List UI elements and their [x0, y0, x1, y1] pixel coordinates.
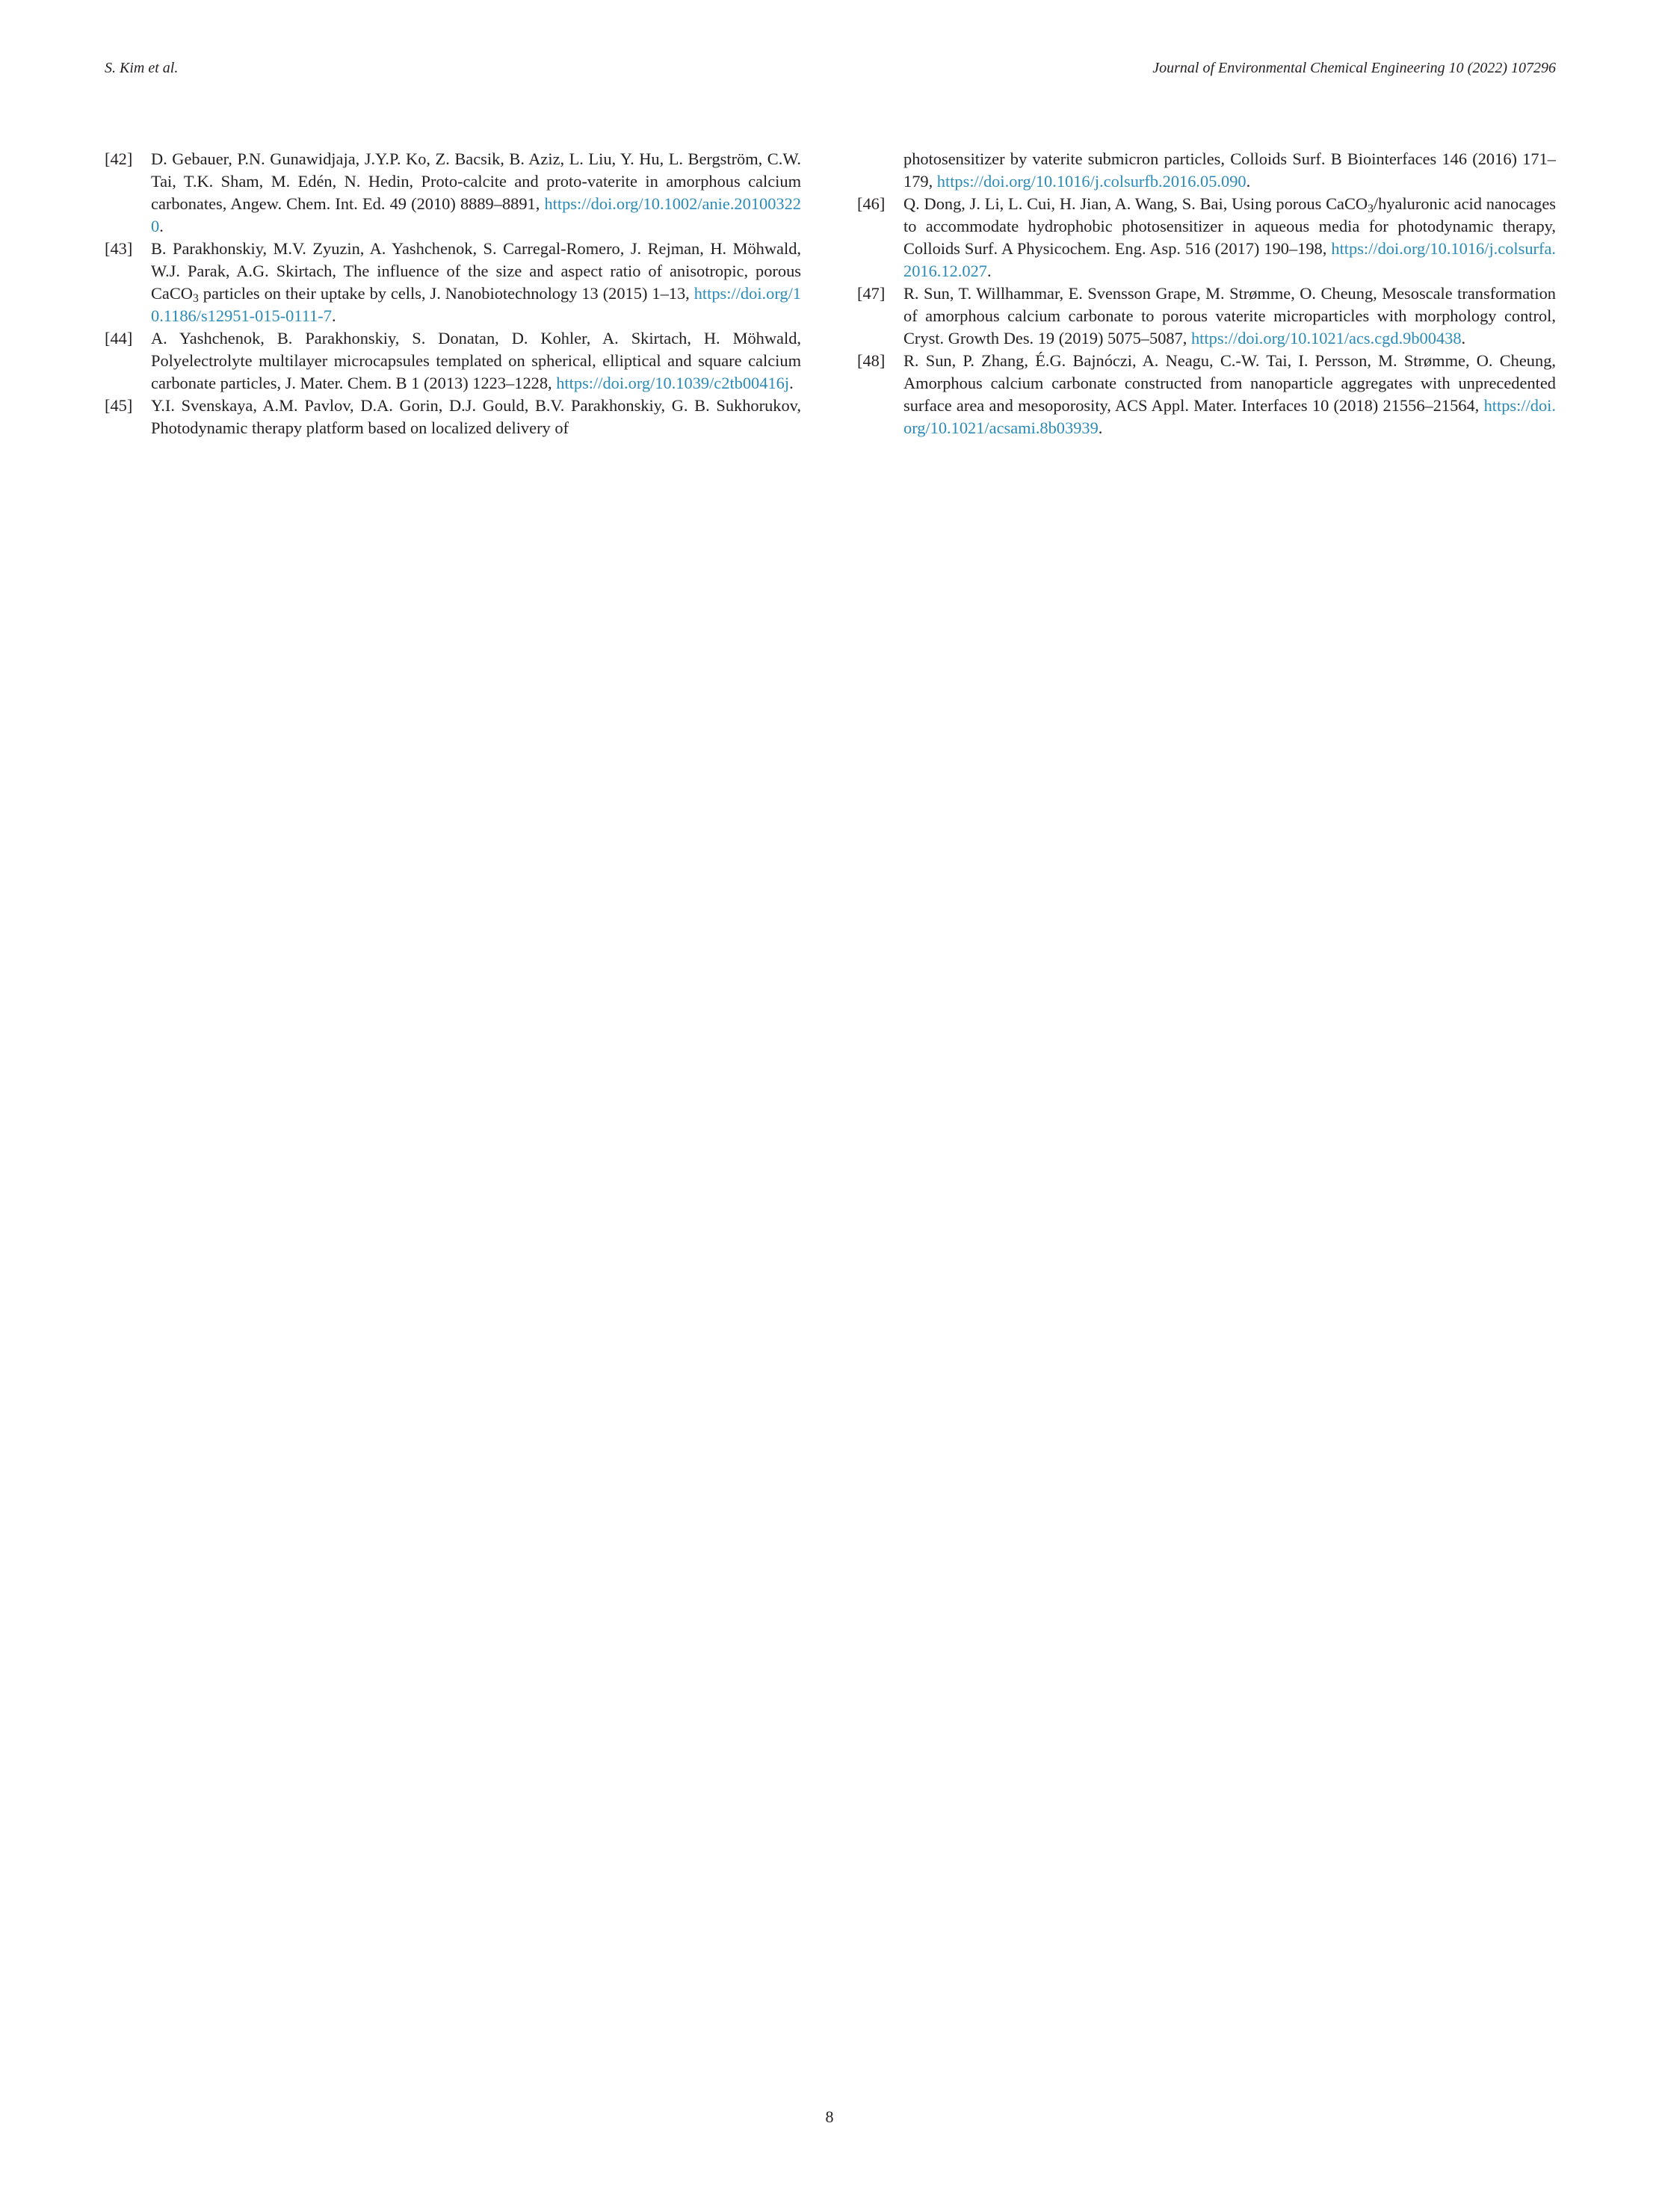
- subscript: 3: [1368, 202, 1374, 215]
- doi-link[interactable]: https://doi.org/10.1021/acs.cgd.9b00438: [1190, 329, 1462, 347]
- doi-link[interactable]: https://doi.org/10.1186/s12951-015-0111-7: [151, 284, 801, 325]
- reference-number: [44]: [105, 329, 133, 347]
- reference-number: [43]: [105, 239, 133, 258]
- reference-end: .: [1098, 418, 1103, 437]
- running-header: [105, 60, 1556, 90]
- reference-end: .: [1246, 172, 1251, 191]
- reference-end: .: [986, 262, 992, 280]
- reference-end: .: [1461, 329, 1466, 347]
- reference-text: particles on their uptake by cells, J. Nanobiotechnology 13 (2015) 1–13,: [198, 284, 694, 303]
- doi-link[interactable]: https://doi.org/10.1039/c2tb00416j: [556, 374, 790, 392]
- page-number: 8: [825, 2107, 834, 2126]
- running-header-journal: Journal of Environmental Chemical Engineering 10 (2022) 107296: [1152, 60, 1556, 76]
- reference-text: R. Sun, T. Willhammar, E. Svensson Grape, M. Strømme, O. Cheung, Mesoscale transformation of amorphous calcium carbonate to porous vaterite microparticles with morphology control, Cryst. Growth Des. 19 (2019) 5075–5087,: [903, 284, 1556, 347]
- reference-number: [45]: [105, 396, 133, 415]
- reference-text: D. Gebauer, P.N. Gunawidjaja, J.Y.P. Ko, Z. Bacsik, B. Aziz, L. Liu, Y. Hu, L. Bergström, C.W. Tai, T.K. Sham, M. Edén, N. Hedin, Proto-calcite and proto-vaterite in amorphous calcium carbonates, Angew. Chem. Int. Ed. 49 (2010) 8889–8891,: [151, 149, 801, 213]
- reference-number: [42]: [105, 149, 133, 168]
- doi-link[interactable]: https://doi.org/10.1002/anie.201003220: [151, 194, 801, 235]
- reference-item: [105, 395, 801, 439]
- running-header-author: S. Kim et al.: [105, 60, 179, 76]
- reference-item: [857, 350, 1556, 439]
- reference-end: .: [331, 306, 336, 325]
- reference-end: .: [789, 374, 794, 392]
- reference-number: [46]: [857, 194, 886, 213]
- reference-end: .: [159, 217, 164, 235]
- reference-text: Y.I. Svenskaya, A.M. Pavlov, D.A. Gorin, D.J. Gould, B.V. Parakhonskiy, G. B. Sukhorukov, Photodynamic therapy platform based on localized delivery of: [151, 396, 801, 437]
- reference-continuation: [857, 148, 1556, 193]
- doi-link[interactable]: https://doi.org/10.1016/j.colsurfb.2016.05.090: [936, 172, 1246, 191]
- reference-text: /hyaluronic acid nanocages to accommodate hydrophobic photosensitizer in aqueous media for photodynamic therapy, Colloids Surf. A Physicochem. Eng. Asp. 516 (2017) 190–198,: [903, 194, 1556, 258]
- subscript: 3: [192, 291, 199, 305]
- reference-item: [857, 193, 1556, 282]
- doi-link[interactable]: https://doi.org/10.1021/acsami.8b03939: [903, 396, 1556, 437]
- reference-item: [105, 327, 801, 395]
- reference-number: [47]: [857, 284, 886, 303]
- reference-text: B. Parakhonskiy, M.V. Zyuzin, A. Yashchenok, S. Carregal-Romero, J. Rejman, H. Möhwald, W.J. Parak, A.G. Skirtach, The influence of the size and aspect ratio of anisotropic, porous CaCO: [151, 239, 801, 303]
- reference-text: photosensitizer by vaterite submicron particles, Colloids Surf. B Biointerfaces 146 (2016) 171–179,: [903, 149, 1556, 191]
- reference-item: [105, 238, 801, 327]
- reference-number: [48]: [857, 351, 886, 370]
- reference-item: [105, 148, 801, 238]
- reference-item: [857, 282, 1556, 350]
- reference-text: Q. Dong, J. Li, L. Cui, H. Jian, A. Wang, S. Bai, Using porous CaCO: [903, 194, 1368, 213]
- reference-text: R. Sun, P. Zhang, É.G. Bajnóczi, A. Neagu, C.-W. Tai, I. Persson, M. Strømme, O. Cheung, Amorphous calcium carbonate constructed from nanoparticle aggregates with unprecedented surface area and mesoporosity, ACS Appl. Mater. Interfaces 10 (2018) 21556–21564,: [903, 351, 1556, 415]
- reference-column-left: [105, 148, 801, 439]
- reference-column-right: [857, 148, 1556, 439]
- doi-link[interactable]: https://doi.org/10.1016/j.colsurfa.2016.12.027: [903, 239, 1556, 280]
- reference-text: A. Yashchenok, B. Parakhonskiy, S. Donatan, D. Kohler, A. Skirtach, H. Möhwald, Polyelectrolyte multilayer microcapsules templated on spherical, elliptical and square calcium carbonate particles, J. Mater. Chem. B 1 (2013) 1223–1228,: [151, 329, 801, 392]
